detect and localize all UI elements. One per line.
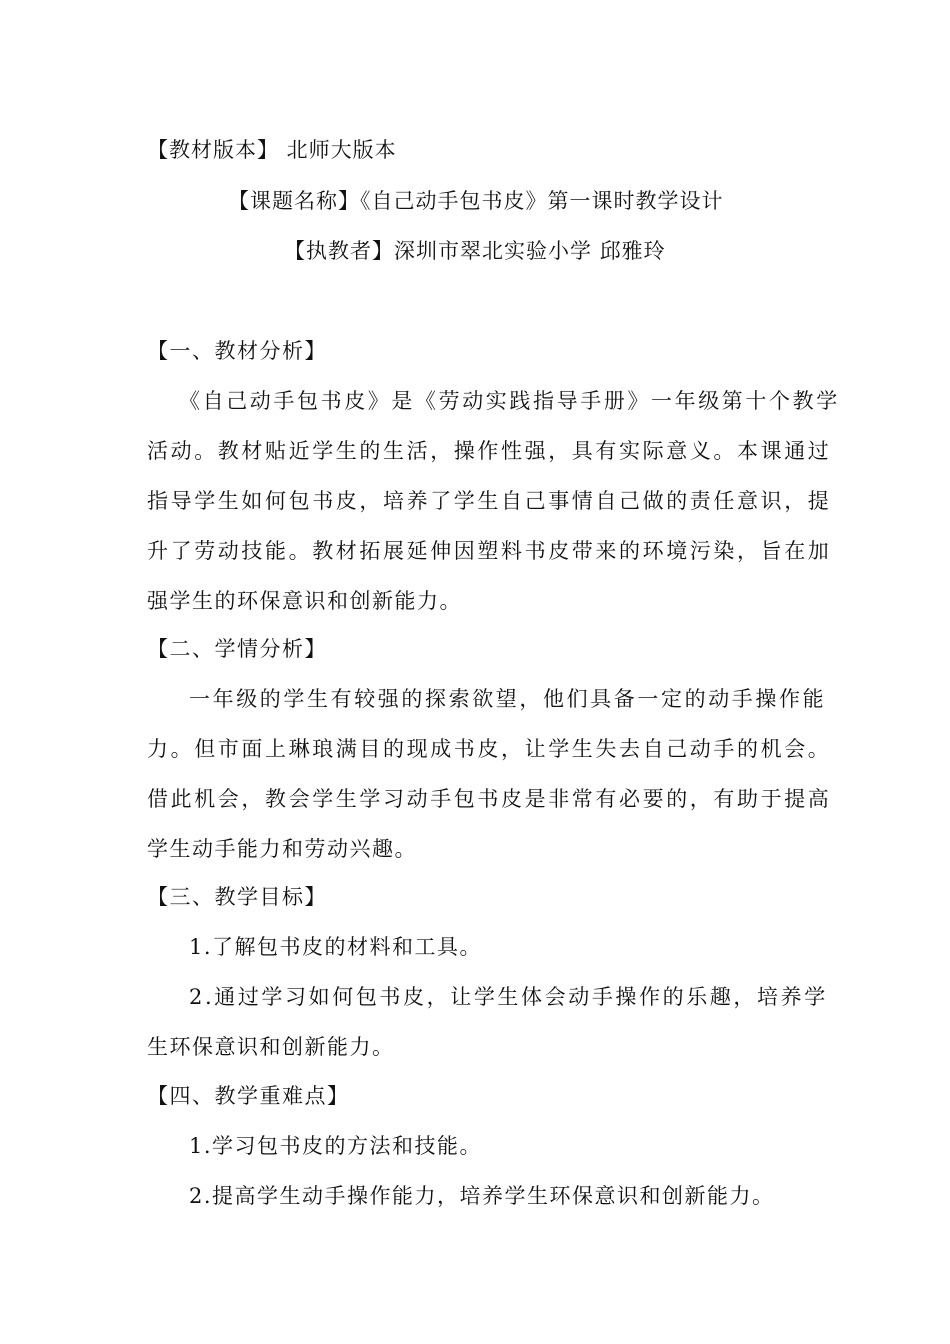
edition-line: 【教材版本】 北师大版本 [147, 138, 397, 162]
paragraph-line: 《自己动手包书皮》是《劳动实践指导手册》一年级第十个教学 [179, 389, 840, 413]
section-heading-analysis: 【一、教材分析】 [147, 339, 327, 363]
list-item: 1.学习包书皮的方法和技能。 [189, 1134, 483, 1158]
paragraph-line: 借此机会，教会学生学习动手包书皮是非常有必要的，有助于提高 [147, 787, 832, 811]
lesson-title: 【课题名称】《自己动手包书皮》第一课时教学设计 [228, 189, 724, 213]
paragraph-line: 一年级的学生有较强的探索欲望，他们具备一定的动手操作能 [189, 687, 827, 711]
paragraph-line: 活动。教材贴近学生的生活，操作性强，具有实际意义。本课通过 [147, 439, 832, 463]
paragraph-line: 学生动手能力和劳动兴趣。 [147, 837, 417, 861]
list-item: 2.通过学习如何包书皮，让学生体会动手操作的乐趣，培养学 [189, 985, 828, 1009]
teacher-line: 【执教者】深圳市翠北实验小学 邱雅玲 [284, 239, 666, 263]
paragraph-line: 指导学生如何包书皮，培养了学生自己事情自己做的责任意识，提 [147, 489, 832, 513]
section-heading-objectives: 【三、教学目标】 [147, 885, 327, 909]
list-item: 2.提高学生动手操作能力，培养学生环保意识和创新能力。 [189, 1184, 775, 1208]
section-heading-key-points: 【四、教学重难点】 [147, 1084, 350, 1108]
paragraph-line: 强学生的环保意识和创新能力。 [147, 589, 462, 613]
list-item: 1.了解包书皮的材料和工具。 [189, 935, 483, 959]
paragraph-line: 升了劳动技能。教材拓展延伸因塑料书皮带来的环境污染，旨在加 [147, 539, 832, 563]
list-item-continuation: 生环保意识和创新能力。 [147, 1035, 395, 1059]
section-heading-learners: 【二、学情分析】 [147, 637, 327, 661]
paragraph-line: 力。但市面上琳琅满目的现成书皮，让学生失去自己动手的机会。 [147, 737, 832, 761]
